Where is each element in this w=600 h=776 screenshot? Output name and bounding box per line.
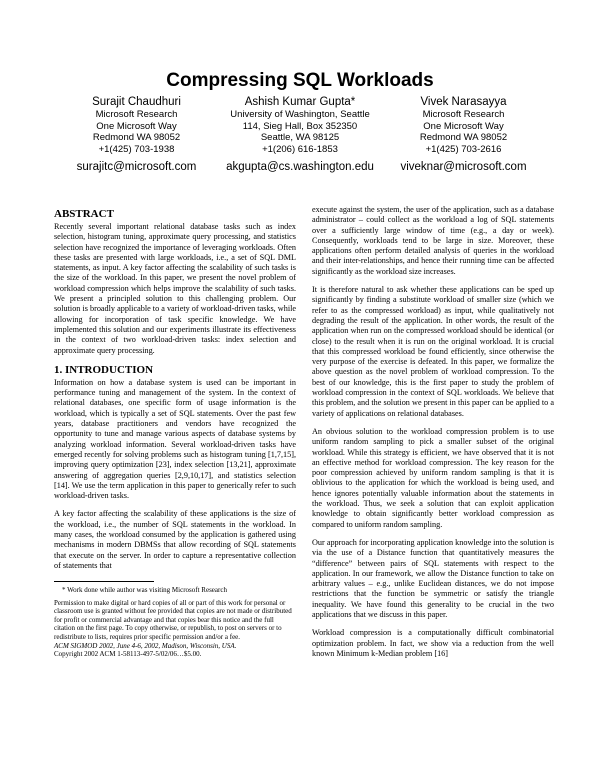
intro-paragraph-1: Information on how a database system is used can be important in performance tuning and management of the system. In the context of relational databases, one specific form of usage information is the workload, which is typically a set of SQL statements. Over the past few years, database practitioners and vendors have recognized the opportunity to tune and manage various aspects of database systems by analyzing workload information. Several workload-driven tasks have emerged recently for solving problems such as histogram tuning [1,7,15], improving query optimization [23], index selection [13,21], approximate answering of aggregation queries [2,9,10,17], and statistics selection [14]. We use the term application in this paper to generically refer to such workload-driven tasks. [54,377,296,501]
paper-title: Compressing SQL Workloads [166,70,434,91]
author-email[interactable]: viveknar@microsoft.com [400,161,527,174]
abstract-heading: ABSTRACT [54,208,114,220]
author-affiliation: Microsoft Research [422,109,505,120]
body-paragraph-4: Our approach for incorporating application knowledge into the solution is via the use of a Distance function that quantitatively measures the “difference” between pairs of SQL statements with respect to the application. In our framework, we allow the Distance function to take on arbitrary values – e.g., unlike Euclidean distances, we do not impose restrictions that the function be symmetric or satisfy the triangle inequality. We have found this generality to be crucial in the two applications that we discuss in this paper. [312,537,554,619]
author-phone: +1(425) 703-1938 [98,143,175,155]
author-block [55,96,545,174]
author-address: One Microsoft Way [96,120,177,132]
copyright-notice [54,599,296,659]
author-city: Redmond WA 98052 [419,132,508,144]
author-2 [219,96,382,174]
author-email[interactable]: surajitc@microsoft.com [76,161,197,174]
abstract-text: Recently several important relational database tasks such as index selection, histogram tuning, approximate query processing, and statistics selection have recognized the importance of leveraging workloads. Often these tasks are presented with large workloads, i.e., a set of SQL DML statements, as input. A key factor affecting the scalability of such tasks is the size of the workload. In this paper, we present the novel problem of workload compression which helps improve the scalability of such tasks. We present a principled solution to this challenging problem. Our solution is broadly applicable to a variety of workload-driven tasks, while allowing for incorporation of task specific knowledge. We have implemented this solution and our experiments illustrate its effectiveness in the context of two workload-driven tasks: index selection and approximate query processing. [54,222,296,355]
author-email[interactable]: akgupta@cs.washington.edu [226,161,374,174]
author-name: Vivek Narasayya [420,96,507,108]
copyright-line: Copyright 2002 ACM 1-58113-497-5/02/06…$5.00. [54,650,202,659]
author-1 [55,96,218,174]
conference-line: ACM SIGMOD 2002, June 4-6, 2002, Madison, Wisconsin, USA. [54,641,237,650]
author-address: One Microsoft Way [423,120,504,132]
author-address: 114, Sieg Hall, Box 352350 [242,120,358,132]
body-paragraph-1: execute against the system, the user of the application, such as a database administrator – could collect as the workload a log of SQL statements over a sufficiently large window of time (e.g., a day or week). Consequently, workloads tend to be large in size. Moreover, these applications often perform detailed analysis of queries in the workload and their inter-relationships, and hence their running time can be affected significantly as the workload size increases. [312,205,554,276]
author-name: Surajit Chaudhuri [92,96,181,108]
permission-text: Permission to make digital or hard copies of all or part of this work for personal or classroom use is granted without fee provided that copies are not made or distributed for profit or commercial advantage and that copies bear this notice and the full citation on the first page. To copy otherwise, or republish, to post on servers or to redistribute to lists, requires prior specific permission and/or a fee. [54,598,292,641]
right-column [312,205,554,667]
author-city: Redmond WA 98052 [92,132,181,144]
body-paragraph-3: An obvious solution to the workload compression problem is to use uniform random sampling to pick a smaller subset of the original workload. While this strategy is efficient, we have observed that it is not an effective method for workload compression. The key reason for the poor compression achieved by uniform random sampling is that it is oblivious to the application for which the workload is being used, and hence ignores potentially valuable information about the statements in the workload. Thus, we seek a solution that can exploit application knowledge to obtain significantly better workload compression as compared to uniform random sampling. [312,426,554,529]
author-affiliation: University of Washington, Seattle [230,109,370,120]
footnote-divider [54,581,154,582]
author-phone: +1(206) 616-1853 [262,143,338,155]
author-affiliation: Microsoft Research [95,109,178,120]
footnote: * Work done while author was visiting Microsoft Research [62,586,227,595]
author-city: Seattle, WA 98125 [260,132,340,144]
author-phone: +1(425) 703-2616 [425,143,502,155]
body-paragraph-2: It is therefore natural to ask whether these applications can be sped up significantly by finding a substitute workload of smaller size (which we refer to as the compressed workload) as input, while qualitatively not degrading the result of the application. In other words, the result of the application when run on the compressed workload should be identical (or close) to the result when it is run on the original workload. It is crucial that this compressed workload be found efficiently, since otherwise the very purpose of the exercise is defeated. In this paper, we formalize the above question as the novel problem of workload compression. To the best of our knowledge, this is the first paper to study the problem of workload compression in the context of SQL workloads. We believe that this problem, and the solution we present in this paper can be applied to a variety of applications on relational databases. [312,285,554,418]
author-name: Ashish Kumar Gupta* [244,96,356,108]
author-3 [382,96,545,174]
body-paragraph-5: Workload compression is a computationally difficult combinatorial optimization problem. In fact, we show via a reduction from the well known Minimum k-Median problem [16] [312,628,554,658]
introduction-heading: 1. INTRODUCTION [54,363,154,376]
intro-paragraph-2: A key factor affecting the scalability of these applications is the size of the workload, i.e., the number of SQL statements in the workload. In many cases, the workload consumed by the application is gathered using mechanisms in modern DBMSs that allow recording of SQL statements that execute on the server. In order to capture a representative collection of statements that [54,509,296,570]
left-column [54,208,296,659]
